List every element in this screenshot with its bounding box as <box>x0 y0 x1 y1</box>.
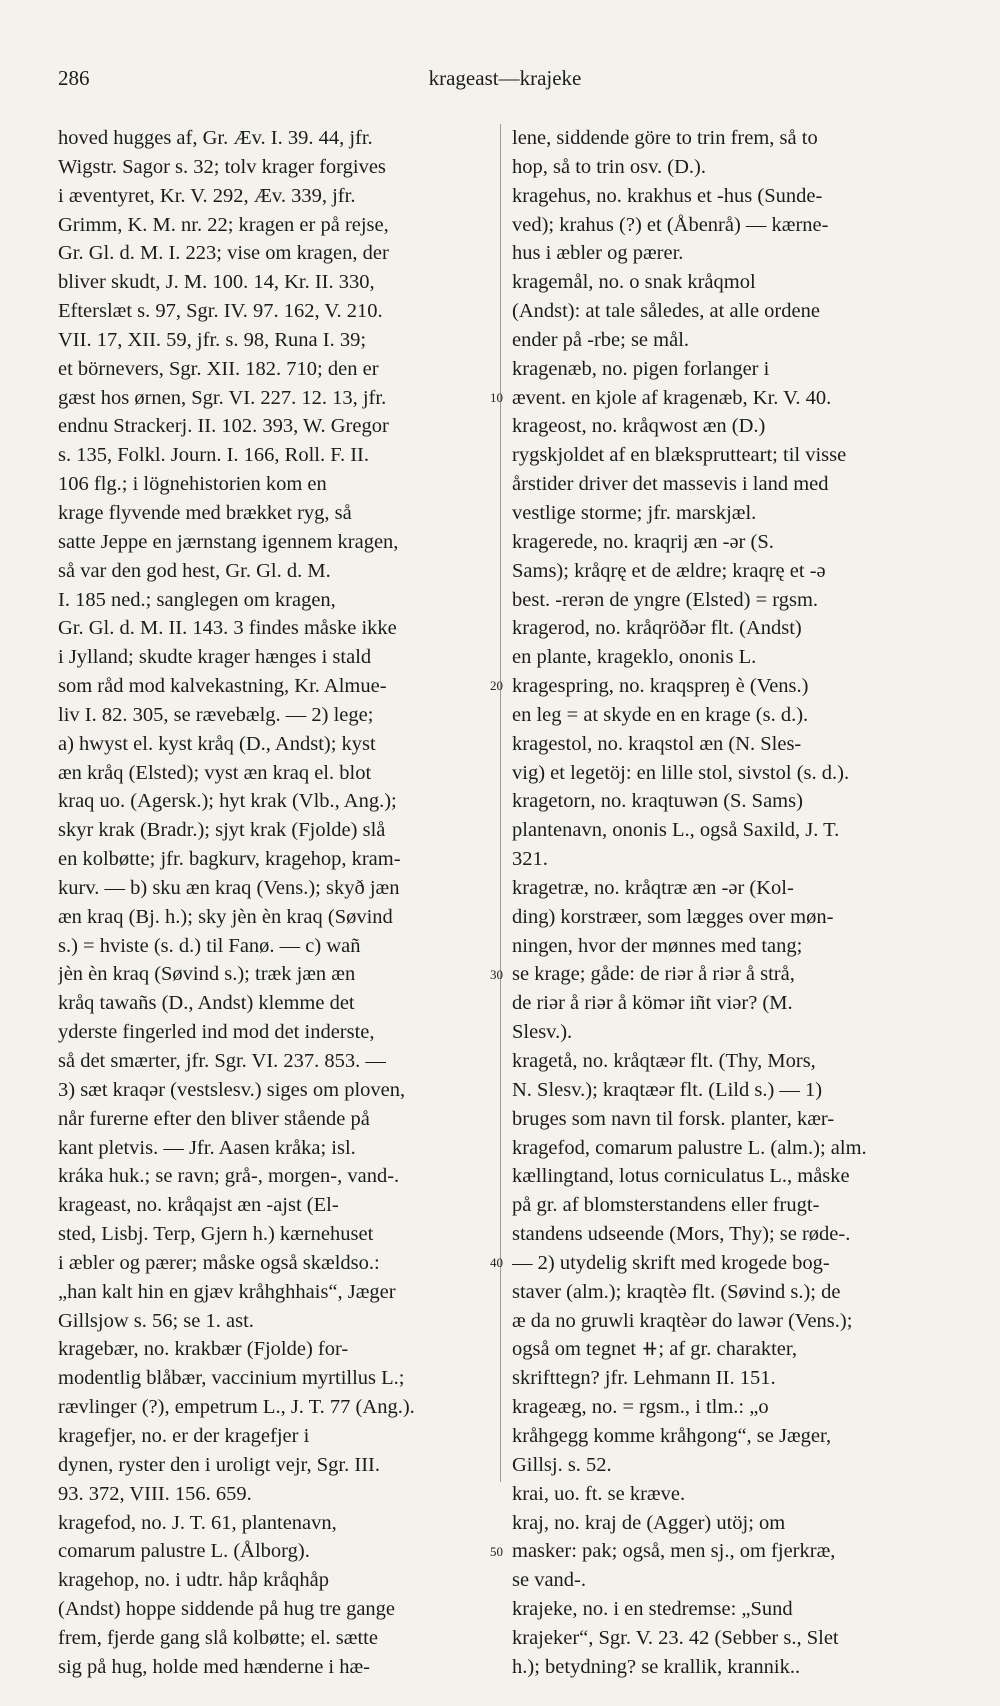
text-line: comarum palustre L. (Ålborg). <box>58 1540 310 1563</box>
text-line: krageæg, no. = rgsm., i tlm.: „o <box>512 1396 769 1419</box>
text-line: kællingtand, lotus corniculatus L., måske <box>512 1165 850 1188</box>
text-line: så var den god hest, Gr. Gl. d. M. <box>58 559 331 582</box>
text-line: kraq uo. (Agersk.); hyt krak (Vlb., Ang.); <box>58 790 397 813</box>
text-line: hop, så to trin osv. (D.). <box>512 155 706 178</box>
text-line: 106 flg.; i lögnehistorien kom en <box>58 473 327 496</box>
text-line: krai, uo. ft. se kræve. <box>512 1482 686 1505</box>
text-line: modentlig blåbær, vaccinium myrtillus L.; <box>58 1367 405 1390</box>
text-line: standens udseende (Mors, Thy); se røde-. <box>512 1223 851 1246</box>
text-line: masker: pak; også, men sj., om fjerkræ, <box>512 1540 836 1563</box>
text-line: ningen, hvor der mønnes med tang; <box>512 934 803 957</box>
text-line: skyr krak (Bradr.); sjyt krak (Fjolde) slå <box>58 819 386 842</box>
text-line: kragemål, no. o snak kråqmol <box>512 271 756 294</box>
text-line: skrifttegn? jfr. Lehmann II. 151. <box>512 1367 776 1390</box>
text-line: Wigstr. Sagor s. 32; tolv krager forgives <box>58 155 386 178</box>
text-line: krageost, no. kråqwost æn (D.) <box>512 415 766 438</box>
text-line: hoved hugges af, Gr. Æv. I. 39. 44, jfr. <box>58 127 373 149</box>
text-line: krage flyvende med brækket ryg, så <box>58 501 352 524</box>
text-line: kragebær, no. krakbær (Fjolde) for- <box>58 1338 349 1361</box>
text-line: kråq tawañs (D., Andst) klemme det <box>58 992 355 1015</box>
text-line: staver (alm.); kraqtèə flt. (Søvind s.); de <box>512 1280 841 1303</box>
text-line: bliver skudt, J. M. 100. 14, Kr. II. 330, <box>58 271 375 294</box>
text-line: kragefjer, no. er der kragefjer i <box>58 1424 310 1447</box>
text-line: rævlinger (?), empetrum L., J. T. 77 (Ang.). <box>58 1396 415 1419</box>
text-line: kurv. — b) sku æn kraq (Vens.); skyð jæn <box>58 876 400 899</box>
text-line: frem, fjerde gang slå kolbøtte; el. sætte <box>58 1626 378 1649</box>
text-line: jèn èn kraq (Søvind s.); træk jæn æn <box>58 963 356 986</box>
text-line: h.); betydning? se krallik, krannik.. <box>512 1655 801 1678</box>
text-line: s. 135, Folkl. Journ. I. 166, Roll. F. II. <box>58 444 370 467</box>
margin-line-number: 50 <box>490 1543 503 1559</box>
text-line: æn kraq (Bj. h.); sky jèn èn kraq (Søvind <box>58 905 393 928</box>
text-line: Slesv.). <box>512 1021 573 1044</box>
text-line: gæst hos ørnen, Sgr. VI. 227. 12. 13, jfr. <box>58 386 387 409</box>
text-line: hus i æbler og pærer. <box>512 242 684 265</box>
margin-line-number: 40 <box>490 1255 503 1271</box>
text-line: 93. 372, VIII. 156. 659. <box>58 1482 252 1505</box>
text-line: ding) korstræer, som lægges over møn- <box>512 905 834 928</box>
text-line: kragestol, no. kraqstol æn (N. Sles- <box>512 732 802 755</box>
text-line: Grimm, K. M. nr. 22; kragen er på rejse, <box>58 213 389 236</box>
text-line: kragerod, no. kråqröðər flt. (Andst) <box>512 617 802 640</box>
text-line: lene, siddende göre to trin frem, så to <box>512 127 818 149</box>
text-line: et börnevers, Sgr. XII. 182. 710; den er <box>58 357 379 380</box>
text-line: så det smærter, jfr. Sgr. VI. 237. 853. — <box>58 1050 386 1072</box>
text-line: kragerede, no. kraqrij æn -ər (S. <box>512 530 774 553</box>
text-line: krajeke, no. i en stedremse: „Sund <box>512 1598 793 1621</box>
text-line: „han kalt hin en gjæv kråhghhais“, Jæger <box>58 1280 396 1303</box>
text-line: satte Jeppe en jærnstang igennem kragen, <box>58 530 399 553</box>
text-line: (Andst) hoppe siddende på hug tre gange <box>58 1598 396 1621</box>
text-line: æn kråq (Elsted); vyst æn kraq el. blot <box>58 761 372 784</box>
text-line: dynen, ryster den i uroligt vejr, Sgr. III. <box>58 1453 380 1476</box>
text-line: Efterslæt s. 97, Sgr. IV. 97. 162, V. 210. <box>58 300 383 323</box>
column-divider <box>500 124 501 1482</box>
text-line: kraj, no. kraj de (Agger) utöj; om <box>512 1511 786 1534</box>
text-line: kragetræ, no. kråqtræ æn -ər (Kol- <box>512 876 794 899</box>
margin-line-number: 20 <box>490 678 503 694</box>
text-line: kragenæb, no. pigen forlanger i <box>512 357 770 380</box>
text-line: i Jylland; skudte krager hænges i stald <box>58 646 372 669</box>
text-line: kragetorn, no. kraqtuwən (S. Sams) <box>512 790 803 813</box>
text-line: også om tegnet ⧺; af gr. charakter, <box>512 1338 798 1361</box>
text-line: se krage; gåde: de riər å riər å strå, <box>512 963 795 986</box>
text-line: sted, Lisbj. Terp, Gjern h.) kærnehuset <box>58 1223 374 1246</box>
text-line: kráka huk.; se ravn; grå-, morgen-, vand-. <box>58 1165 400 1188</box>
text-line: a) hwyst el. kyst kråq (D., Andst); kyst <box>58 732 376 755</box>
text-line: ender på -rbe; se mål. <box>512 328 690 351</box>
page-number: 286 <box>58 66 90 90</box>
text-line: krageast, no. kråqajst æn -ajst (El- <box>58 1194 339 1217</box>
text-line: plantenavn, ononis L., også Saxild, J. T. <box>512 819 840 842</box>
text-line: vestlige storme; jfr. marskjæl. <box>512 501 757 524</box>
text-line: I. 185 ned.; sanglegen om kragen, <box>58 588 336 611</box>
text-line: VII. 17, XII. 59, jfr. s. 98, Runa I. 39; <box>58 328 367 351</box>
text-line: kragefod, no. J. T. 61, plantenavn, <box>58 1511 337 1534</box>
text-line: de riər å riər å kömər iñt viər? (M. <box>512 992 793 1015</box>
margin-line-number: 10 <box>490 389 503 405</box>
page-header <box>58 66 952 96</box>
text-line: årstider driver det massevis i land med <box>512 473 829 496</box>
text-line: Gr. Gl. d. M. I. 223; vise om kragen, der <box>58 242 389 265</box>
text-line: (Andst): at tale således, at alle ordene <box>512 300 820 323</box>
right-column <box>512 124 956 1682</box>
text-line: i æbler og pærer; måske også skældso.: <box>58 1251 380 1274</box>
text-line: 321. <box>512 848 548 871</box>
text-line: yderste fingerled ind mod det inderste, <box>58 1021 375 1044</box>
text-line: N. Slesv.); kraqtæər flt. (Lild s.) — 1) <box>512 1078 823 1101</box>
left-column <box>58 124 490 1682</box>
text-line: en plante, krageklo, ononis L. <box>512 646 757 669</box>
text-line: vig) et legetöj: en lille stol, sivstol (s. d.). <box>512 761 850 784</box>
text-line: bruges som navn til forsk. planter, kær- <box>512 1107 835 1130</box>
text-line: endnu Strackerj. II. 102. 393, W. Gregor <box>58 415 389 438</box>
text-line: liv I. 82. 305, se rævebælg. — 2) lege; <box>58 703 374 726</box>
running-head: krageast—krajeke <box>428 66 582 90</box>
text-line: i æventyret, Kr. V. 292, Æv. 339, jfr. <box>58 184 356 207</box>
text-line: kråhgegg komme kråhgong“, se Jæger, <box>512 1424 832 1447</box>
text-line: — 2) utydelig skrift med krogede bog- <box>512 1251 830 1274</box>
text-line: når furerne efter den bliver stående på <box>58 1107 370 1130</box>
text-line: se vand-. <box>512 1569 587 1592</box>
text-line: kragespring, no. kraqspreŋ è (Vens.) <box>512 675 809 698</box>
text-line: kragehop, no. i udtr. håp kråqhåp <box>58 1569 329 1592</box>
text-line: som råd mod kalvekastning, Kr. Almue- <box>58 675 387 698</box>
text-line: Gr. Gl. d. M. II. 143. 3 findes måske ikke <box>58 617 397 640</box>
text-line: ved); krahus (?) et (Åbenrå) — kærne- <box>512 213 829 236</box>
text-line: æ da no gruwli kraqtèər do lawər (Vens.); <box>512 1309 853 1332</box>
text-line: rygskjoldet af en blæksprutteart; til visse <box>512 444 847 467</box>
text-line: en leg = at skyde en en krage (s. d.). <box>512 703 809 726</box>
text-line: kragefod, comarum palustre L. (alm.); alm. <box>512 1136 867 1159</box>
text-line: kragetå, no. kråqtæər flt. (Thy, Mors, <box>512 1050 816 1072</box>
text-line: Gillsj. s. 52. <box>512 1453 612 1476</box>
text-line: Sams); kråqrę et de ældre; kraqrę et -ə <box>512 559 826 582</box>
text-line: krajeker“, Sgr. V. 23. 42 (Sebber s., Slet <box>512 1626 839 1649</box>
text-line: best. -rerən de yngre (Elsted) = rgsm. <box>512 588 819 611</box>
text-line: s.) = hviste (s. d.) til Fanø. — c) wañ <box>58 934 361 957</box>
text-line: ævent. en kjole af kragenæb, Kr. V. 40. <box>512 386 832 409</box>
text-line: en kolbøtte; jfr. bagkurv, kragehop, kram- <box>58 848 401 871</box>
margin-line-number: 30 <box>490 966 503 982</box>
text-line: kant pletvis. — Jfr. Aasen kråka; isl. <box>58 1136 356 1159</box>
text-line: sig på hug, holde med hænderne i hæ- <box>58 1655 371 1678</box>
text-line: på gr. af blomsterstandens eller frugt- <box>512 1194 820 1217</box>
text-line: 3) sæt kraqər (vestslesv.) siges om ploven, <box>58 1078 406 1101</box>
text-line: kragehus, no. krakhus et -hus (Sunde- <box>512 184 823 207</box>
text-line: Gillsjow s. 56; se 1. ast. <box>58 1309 254 1332</box>
